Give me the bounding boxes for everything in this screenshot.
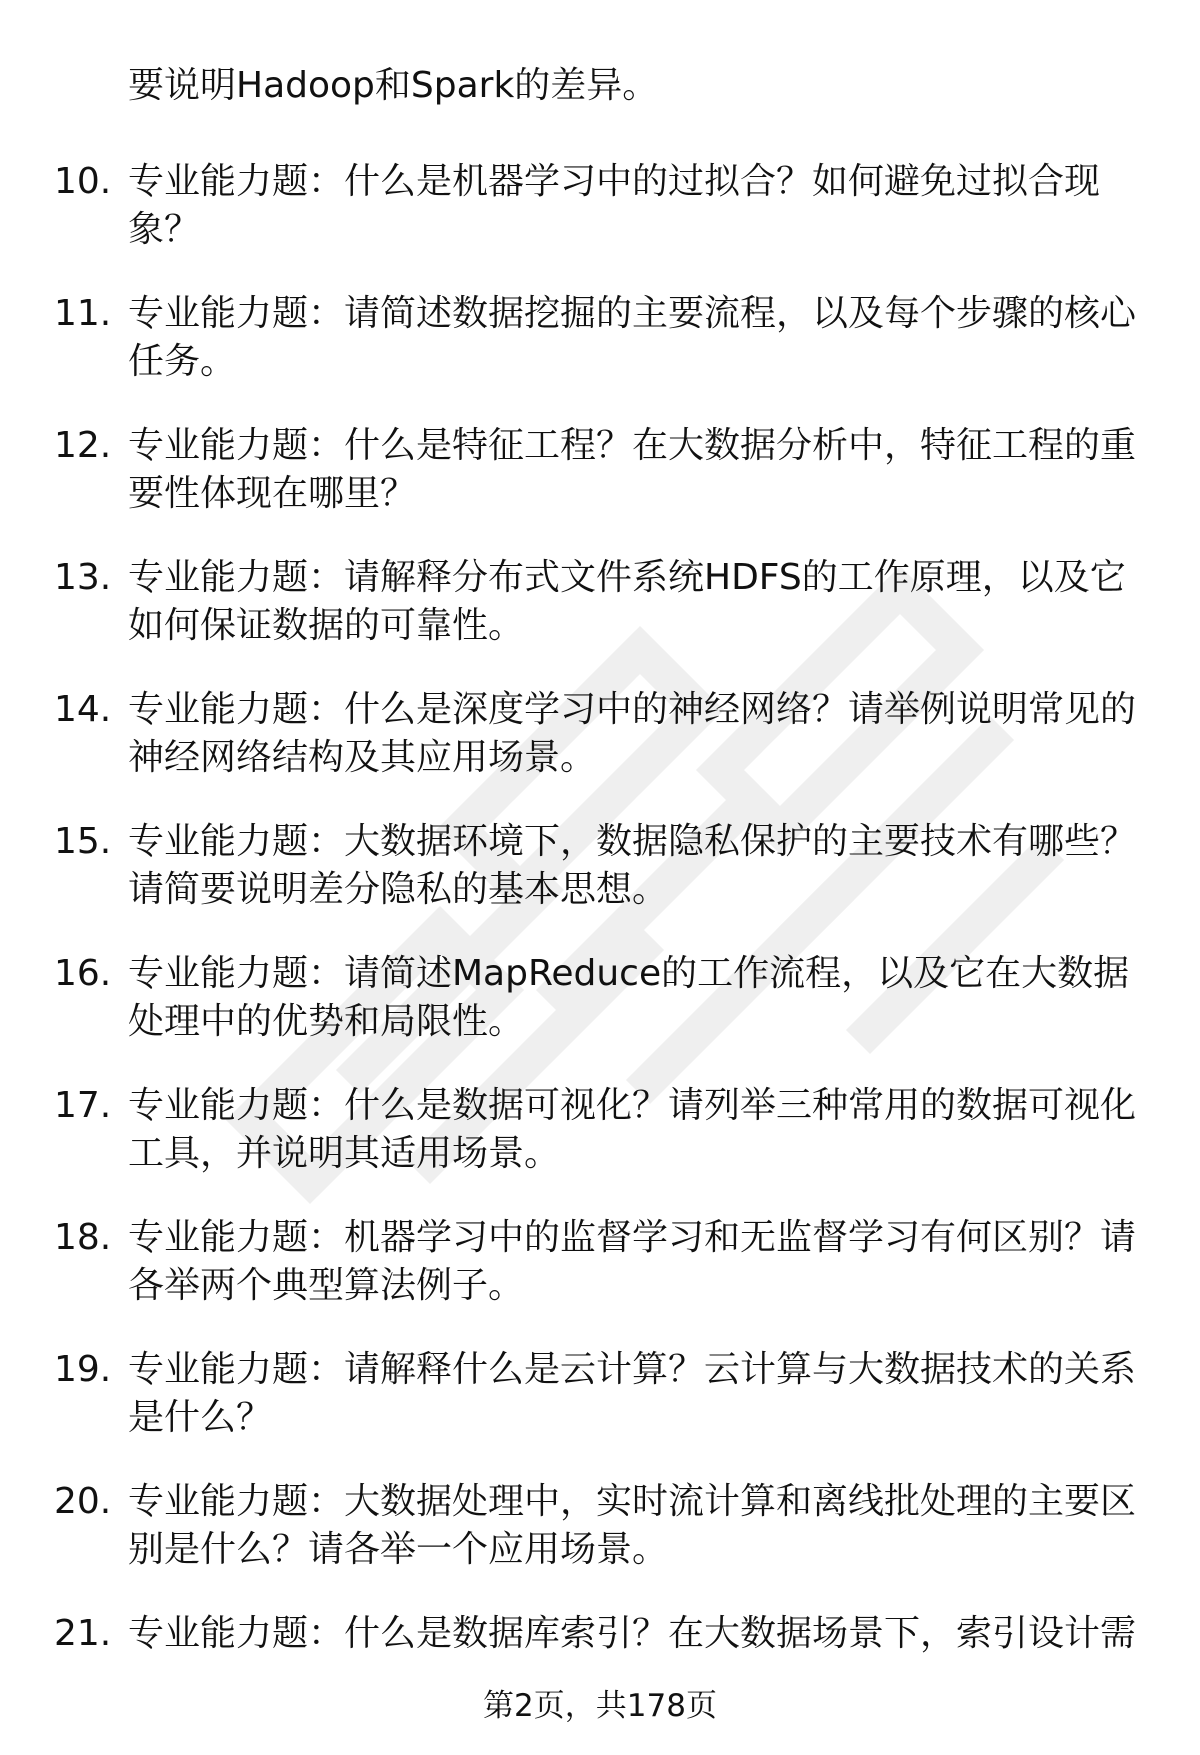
question-line: 任务。 <box>128 341 237 382</box>
question-number: 21. <box>54 1613 112 1654</box>
question-item-16 <box>0 950 1200 1082</box>
continued-item <box>0 62 1200 158</box>
question-item-12 <box>0 422 1200 554</box>
question-number: 19. <box>54 1349 112 1390</box>
question-text <box>128 1478 1138 1574</box>
question-text <box>128 818 1138 914</box>
question-number: 10. <box>54 161 112 202</box>
question-item-13 <box>0 554 1200 686</box>
continued-item-text: 要说明Hadoop和Spark的差异。 <box>128 65 659 106</box>
question-number: 13. <box>54 557 112 598</box>
question-number: 12. <box>54 425 112 466</box>
question-item-14 <box>0 686 1200 818</box>
question-text <box>128 686 1138 782</box>
question-text <box>128 1346 1138 1442</box>
question-line: 专业能力题：请简述MapReduce的工作流程，以及它在大数据 <box>128 953 1130 994</box>
question-text <box>128 554 1138 650</box>
page-footer: 第2页，共178页 <box>483 1688 717 1724</box>
question-line: 工具，并说明其适用场景。 <box>128 1133 561 1174</box>
question-number: 18. <box>54 1217 112 1258</box>
question-line: 专业能力题：什么是数据可视化？请列举三种常用的数据可视化 <box>128 1085 1137 1126</box>
question-line: 象？ <box>128 209 201 250</box>
question-line: 专业能力题：什么是深度学习中的神经网络？请举例说明常见的 <box>128 689 1137 730</box>
question-item-18 <box>0 1214 1200 1346</box>
question-line: 是什么？ <box>128 1397 273 1438</box>
question-line: 各举两个典型算法例子。 <box>128 1265 525 1306</box>
question-number: 16. <box>54 953 112 994</box>
question-line: 专业能力题：请解释什么是云计算？云计算与大数据技术的关系 <box>128 1349 1137 1390</box>
question-text <box>128 422 1138 518</box>
question-line: 别是什么？请各举一个应用场景。 <box>128 1529 669 1570</box>
question-line: 专业能力题：大数据环境下，数据隐私保护的主要技术有哪些？ <box>128 821 1137 862</box>
question-number: 14. <box>54 689 112 730</box>
question-number: 17. <box>54 1085 112 1126</box>
question-line: 要性体现在哪里？ <box>128 473 417 514</box>
question-line: 如何保证数据的可靠性。 <box>128 605 525 646</box>
question-item-11 <box>0 290 1200 422</box>
question-text <box>128 290 1138 386</box>
question-line: 专业能力题：机器学习中的监督学习和无监督学习有何区别？请 <box>128 1217 1137 1258</box>
question-number: 11. <box>54 293 112 334</box>
question-text <box>128 1082 1138 1178</box>
question-number: 15. <box>54 821 112 862</box>
question-line: 专业能力题：什么是特征工程？在大数据分析中，特征工程的重 <box>128 425 1137 466</box>
question-line: 神经网络结构及其应用场景。 <box>128 737 597 778</box>
question-item-20 <box>0 1478 1200 1610</box>
question-item-19 <box>0 1346 1200 1478</box>
question-item-17 <box>0 1082 1200 1214</box>
question-line: 专业能力题：什么是机器学习中的过拟合？如何避免过拟合现 <box>128 161 1101 202</box>
question-line: 专业能力题：什么是数据库索引？在大数据场景下，索引设计需 <box>128 1613 1137 1654</box>
question-item-15 <box>0 818 1200 950</box>
question-line: 专业能力题：大数据处理中，实时流计算和离线批处理的主要区 <box>128 1481 1137 1522</box>
question-list <box>0 62 1200 1742</box>
question-line: 处理中的优势和局限性。 <box>128 1001 525 1042</box>
question-text <box>128 950 1138 1046</box>
question-line: 专业能力题：请解释分布式文件系统HDFS的工作原理，以及它 <box>128 557 1126 598</box>
question-line: 请简要说明差分隐私的基本思想。 <box>128 869 669 910</box>
question-item-10 <box>0 158 1200 290</box>
question-number: 20. <box>54 1481 112 1522</box>
question-text <box>128 1214 1138 1310</box>
question-text <box>128 158 1138 254</box>
question-text <box>128 1610 1138 1658</box>
question-line: 专业能力题：请简述数据挖掘的主要流程，以及每个步骤的核心 <box>128 293 1137 334</box>
